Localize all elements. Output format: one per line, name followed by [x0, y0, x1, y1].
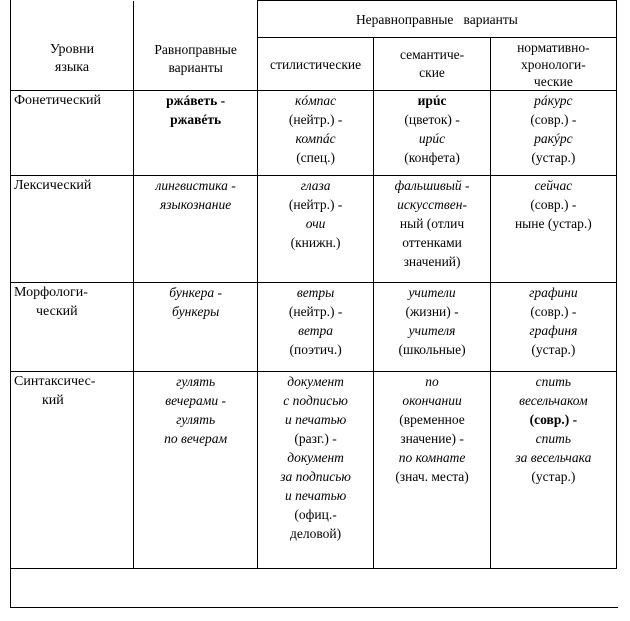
- row-level-label: Фонетический: [11, 91, 134, 176]
- cell-line: ирúс: [418, 131, 446, 146]
- cell-line: (устар.): [531, 342, 576, 357]
- header-semantic: [374, 38, 490, 91]
- cell-line: графиня: [529, 323, 578, 338]
- header-level-line-2: языка: [54, 59, 90, 75]
- cell-equal: [134, 91, 257, 176]
- cell-line: (устар.): [531, 469, 576, 484]
- row-level-label: [11, 283, 134, 372]
- cell-line: по: [425, 374, 439, 389]
- cell-line: за подписью: [280, 469, 351, 484]
- header-level-line-1: Уровни: [49, 41, 95, 57]
- cell-line: (школьные): [398, 342, 466, 357]
- cell-line: гулять: [176, 412, 216, 427]
- cell-line: деловой): [290, 526, 342, 541]
- cell-line: ржавéть: [170, 112, 222, 127]
- cell-line: глаза: [300, 178, 331, 193]
- cell-line: кóмпас: [295, 93, 337, 108]
- cell-line: вечерами -: [165, 393, 227, 408]
- cell-semantic: [374, 372, 490, 569]
- cell-normative: [490, 372, 616, 569]
- cell-line: (цветок) -: [404, 112, 460, 127]
- cell-semantic: [374, 283, 490, 372]
- cell-line: оттенками: [402, 235, 462, 250]
- cell-line: (нейтр.) -: [288, 112, 343, 127]
- cell-line: значение) -: [400, 431, 464, 446]
- cell-line: документ: [287, 374, 344, 389]
- cell-semantic: [374, 91, 490, 176]
- cell-line: (спец.): [296, 150, 335, 165]
- cell-line: фальшивый -: [394, 178, 470, 193]
- header-equal-line-2: варианты: [168, 59, 223, 75]
- cell-semantic: [374, 176, 490, 283]
- row-level-line-1: Синтаксичес-: [14, 374, 96, 389]
- row-level-label: Лексический: [11, 176, 134, 283]
- cell-normative: [490, 283, 616, 372]
- cell-line: гулять: [176, 374, 216, 389]
- cell-line: очи: [305, 216, 326, 231]
- cell-line: с подписью: [283, 393, 348, 408]
- header-normative: [490, 38, 616, 91]
- cell-stylistic: [257, 372, 374, 569]
- cell-line: (поэтич.): [289, 342, 342, 357]
- cell-line: бункера -: [169, 285, 222, 300]
- cell-line: искусствен-: [397, 197, 467, 212]
- row-level-line-2: ческий: [36, 304, 78, 319]
- cell-line: ветры: [296, 285, 335, 300]
- header-level-cell: [11, 1, 134, 91]
- cell-line: учителя: [408, 323, 456, 338]
- cell-line: рáкурс: [534, 93, 573, 108]
- cell-line: весельчаком: [519, 393, 588, 408]
- cell-line: окончании: [402, 393, 462, 408]
- cell-line: бункеры: [172, 304, 220, 319]
- cell-line: ирúс: [417, 93, 447, 108]
- header-semantic-line-1: семантиче-: [399, 47, 465, 62]
- cell-line: за весельчака: [515, 450, 592, 465]
- cell-equal: [134, 176, 257, 283]
- table-row: [11, 176, 617, 283]
- table-row: [11, 372, 617, 569]
- cell-line: ржáветь -: [166, 93, 226, 108]
- document-page: [10, 0, 618, 608]
- cell-line: спить: [535, 374, 572, 389]
- cell-line: ный (отлич: [399, 216, 465, 231]
- cell-line: и печатью: [284, 488, 347, 503]
- cell-line: спить: [535, 431, 572, 446]
- cell-line: графини: [529, 285, 578, 300]
- cell-line: (совр.) -: [530, 197, 577, 212]
- header-equal-line-1: Равноправные: [154, 41, 237, 57]
- header-unequal-group: Неравноправные варианты: [257, 1, 616, 38]
- header-stylistic: стилистические: [257, 38, 374, 91]
- cell-line: (совр.) -: [530, 112, 577, 127]
- cell-line: по комнате: [398, 450, 466, 465]
- language-variants-table: [10, 0, 617, 569]
- header-semantic-line-2: ские: [419, 65, 445, 80]
- cell-line: (нейтр.) -: [288, 304, 343, 319]
- row-level-line-1: Морфологи-: [14, 285, 88, 300]
- cell-line: (временное: [399, 412, 465, 427]
- cell-line: документ: [287, 450, 344, 465]
- cell-line: (нейтр.) -: [288, 197, 343, 212]
- cell-line: (книжн.): [290, 235, 341, 250]
- cell-line: языкознание: [160, 197, 232, 212]
- header-normative-line-2: хронологи-: [520, 56, 586, 72]
- cell-equal: [134, 372, 257, 569]
- cell-equal: [134, 283, 257, 372]
- cell-stylistic: [257, 91, 374, 176]
- cell-line: (разг.) -: [294, 431, 337, 446]
- row-level-line-2: кий: [42, 393, 64, 408]
- cell-line: (конфета): [404, 150, 460, 165]
- header-normative-line-1: нормативно-: [517, 39, 590, 55]
- cell-line: (офиц.-: [294, 507, 337, 522]
- table-row: [11, 91, 617, 176]
- cell-line: (совр.) -: [529, 412, 578, 427]
- cell-stylistic: [257, 176, 374, 283]
- cell-line: ныне (устар.): [514, 216, 592, 231]
- cell-line: ракýрс: [534, 131, 573, 146]
- cell-line: компáс: [295, 131, 336, 146]
- cell-normative: [490, 91, 616, 176]
- cell-line: и печатью: [284, 412, 347, 427]
- cell-line: значений): [403, 254, 461, 269]
- table-row: [11, 283, 617, 372]
- cell-line: (устар.): [531, 150, 576, 165]
- cell-line: (жизни) -: [405, 304, 459, 319]
- header-equal-cell: [134, 1, 257, 91]
- cell-line: (знач. места): [395, 469, 469, 484]
- cell-normative: [490, 176, 616, 283]
- header-normative-line-3: ческие: [533, 73, 573, 89]
- cell-line: лингвистика -: [155, 178, 236, 193]
- cell-line: по вечерам: [164, 431, 228, 446]
- cell-line: (совр.) -: [530, 304, 577, 319]
- cell-stylistic: [257, 283, 374, 372]
- row-level-label: [11, 372, 134, 569]
- cell-line: сейчас: [534, 178, 573, 193]
- cell-line: учители: [408, 285, 456, 300]
- cell-line: ветра: [298, 323, 334, 338]
